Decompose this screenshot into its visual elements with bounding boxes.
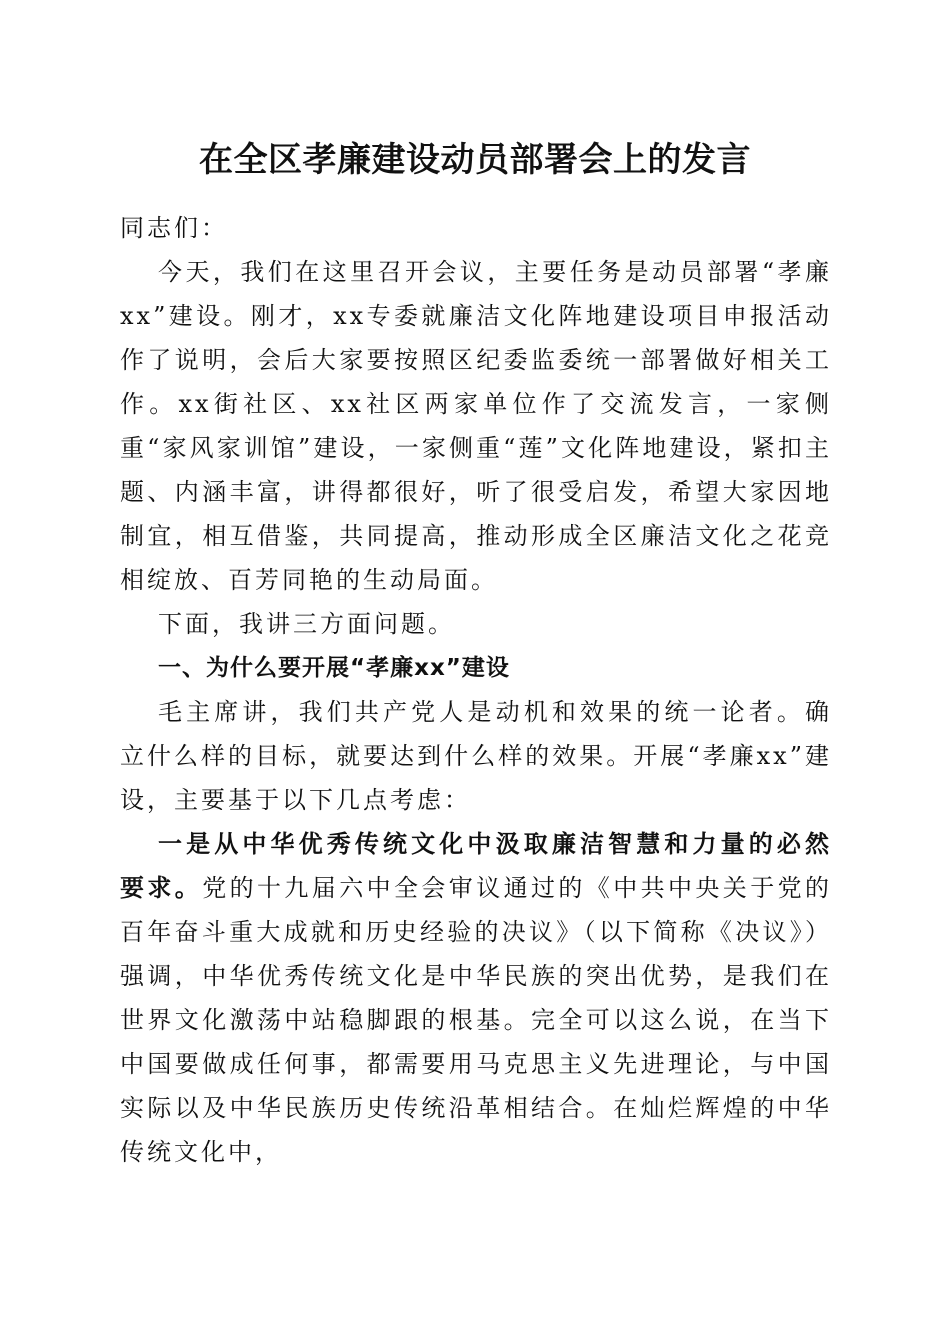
document-title: 在全区孝廉建设动员部署会上的发言 [199,140,751,180]
point-one-text: 党的十九届六中全会审议通过的《中共中央关于党的百年奋斗重大成就和历史经验的决议》（以下简称《决议》）强调，中华优秀传统文化是中华民族的突出优势，是我们在世界文化激荡中站稳脚跟的根基。完全可以这么说，在当下中国要做成任何事，都需要用马克思主义先进理论，与中国实际以及中华民族历史传统沿革相结合。在灿烂辉煌的中华传统文化中， [120,874,833,1166]
paragraph-transition: 下面，我讲三方面问题。 [158,610,455,638]
point-one-paragraph [120,822,832,1174]
section-paragraph: 毛主席讲，我们共产党人是动机和效果的统一论者。确立什么样的目标，就要达到什么样的效果。开展“孝廉xx”建设，主要基于以下几点考虑： [120,698,832,814]
point-one-lead: 一是从中华优秀传统文化中汲取廉洁智慧和力量的必然要求。 [120,829,832,902]
document-body [120,206,832,1174]
paragraph-opening: 今天，我们在这里召开会议，主要任务是动员部署“孝廉xx”建设。刚才，xx专委就廉洁文化阵地建设项目申报活动作了说明，会后大家要按照区纪委监委统一部署做好相关工作。xx街社区、xx社区两家单位作了交流发言，一家侧重“家风家训馆”建设，一家侧重“莲”文化阵地建设，紧扣主题、内涵丰富，讲得都很好，听了很受启发，希望大家因地制宜，相互借鉴，共同提高，推动形成全区廉洁文化之花竞相绽放、百芳同艳的生动局面。 [120,258,832,594]
section-heading: 一、为什么要开展“孝廉xx”建设 [158,655,510,681]
salutation: 同志们： [120,214,228,242]
